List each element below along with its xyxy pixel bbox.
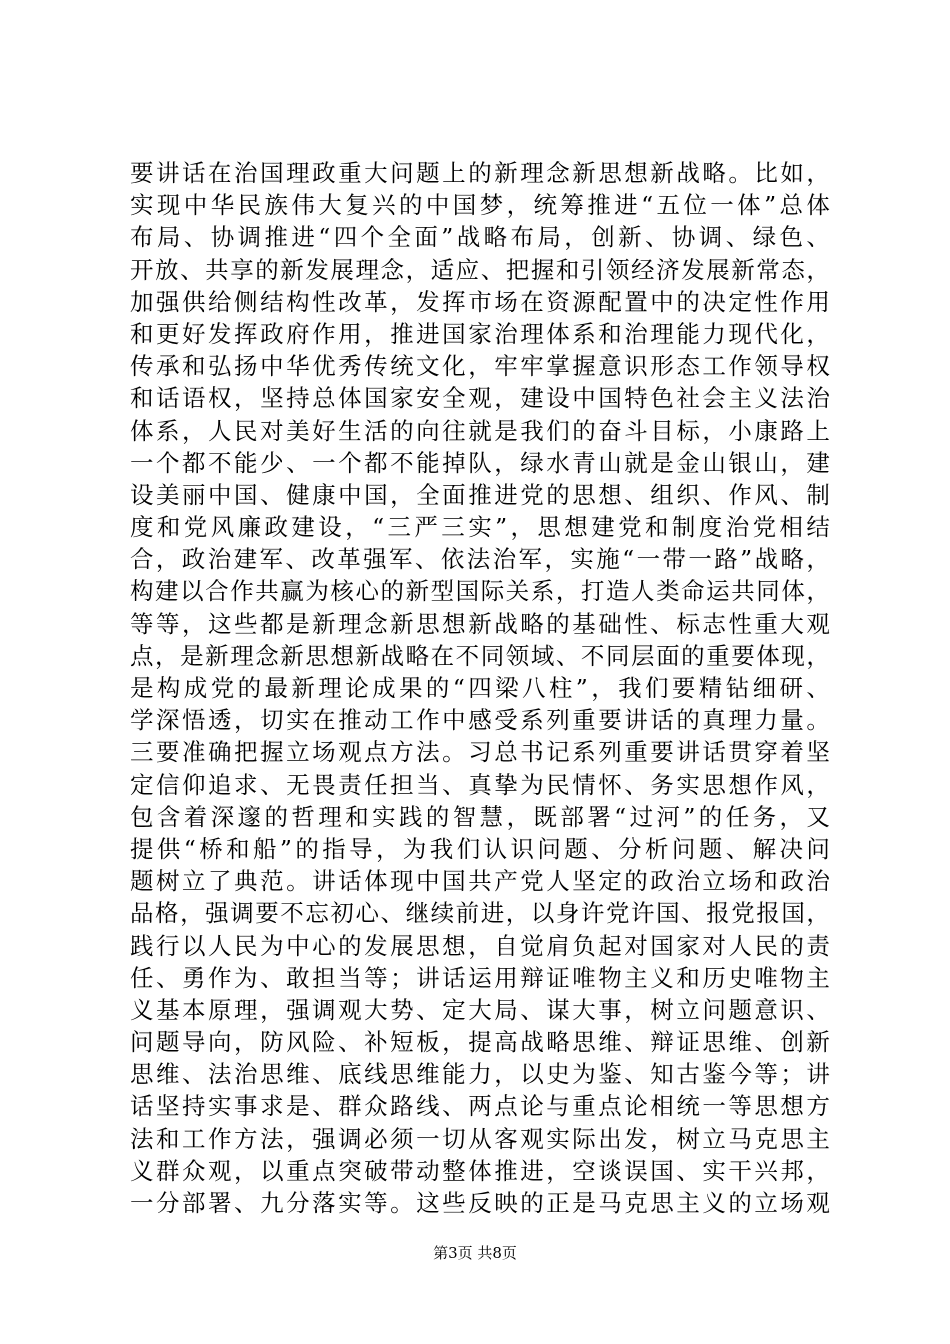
text-line: 一分部署、九分落实等。这些反映的正是马克思主义的立场观 <box>130 1189 830 1217</box>
text-line: 思维、法治思维、底线思维能力，以史为鉴、知古鉴今等；讲 <box>130 1060 830 1089</box>
text-line: 要讲话在治国理政重大问题上的新理念新思想新战略。比如， <box>130 159 830 187</box>
text-line: 品格，强调要不忘初心、继续前进，以身许党许国、报党报国， <box>130 899 830 928</box>
text-line: 包含着深邃的哲理和实践的智慧，既部署“过河”的任务，又 <box>130 802 830 831</box>
text-line: 是构成党的最新理论成果的“四梁八柱”，我们要精钻细研、 <box>130 674 830 702</box>
text-line: 三要准确把握立场观点方法。习总书记系列重要讲话贯穿着坚 <box>130 738 830 767</box>
text-line: 体系，人民对美好生活的向往就是我们的奋斗目标，小康路上 <box>130 416 830 445</box>
text-line: 法和工作方法，强调必须一切从客观实际出发，树立马克思主 <box>130 1124 830 1153</box>
text-line: 点，是新理念新思想新战略在不同领域、不同层面的重要体现， <box>130 641 830 670</box>
text-line: 设美丽中国、健康中国，全面推进党的思想、组织、作风、制 <box>130 480 830 509</box>
text-line: 开放、共享的新发展理念，适应、把握和引领经济发展新常态， <box>130 255 830 284</box>
text-line: 传承和弘扬中华优秀传统文化，牢牢掌握意识形态工作领导权 <box>130 352 830 381</box>
text-line: 任、勇作为、敢担当等；讲话运用辩证唯物主义和历史唯物主 <box>130 963 830 992</box>
text-line: 加强供给侧结构性改革，发挥市场在资源配置中的决定性作用 <box>130 287 830 316</box>
text-line: 义基本原理，强调观大势、定大局、谋大事，树立问题意识、 <box>130 995 830 1024</box>
text-line: 学深悟透，切实在推动工作中感受系列重要讲话的真理力量。 <box>130 706 830 735</box>
text-line: 提供“桥和船”的指导，为我们认识问题、分析问题、解决问 <box>130 834 830 863</box>
body-text <box>130 157 830 1219</box>
text-line: 等等，这些都是新理念新思想新战略的基础性、标志性重大观 <box>130 609 830 638</box>
text-line: 践行以人民为中心的发展思想，自觉肩负起对国家对人民的责 <box>130 931 830 960</box>
text-line: 和话语权，坚持总体国家安全观，建设中国特色社会主义法治 <box>130 384 830 413</box>
page-footer: 第3页 共8页 <box>433 1244 517 1262</box>
text-line: 实现中华民族伟大复兴的中国梦，统筹推进“五位一体”总体 <box>130 191 830 220</box>
text-line: 义群众观，以重点突破带动整体推进，空谈误国、实干兴邦， <box>130 1156 830 1185</box>
text-line: 合，政治建军、改革强军、依法治军，实施“一带一路”战略， <box>130 545 830 574</box>
text-line: 话坚持实事求是、群众路线、两点论与重点论相统一等思想方 <box>130 1092 830 1121</box>
text-line: 一个都不能少、一个都不能掉队，绿水青山就是金山银山，建 <box>130 448 830 477</box>
text-line: 题树立了典范。讲话体现中国共产党人坚定的政治立场和政治 <box>130 867 830 896</box>
text-line: 布局、协调推进“四个全面”战略布局，创新、协调、绿色、 <box>130 223 830 252</box>
text-line: 定信仰追求、无畏责任担当、真挚为民情怀、务实思想作风， <box>130 770 830 799</box>
text-line: 构建以合作共赢为核心的新型国际关系，打造人类命运共同体， <box>130 577 830 606</box>
text-line: 度和党风廉政建设，“三严三实”，思想建党和制度治党相结 <box>130 513 830 542</box>
text-line: 问题导向，防风险、补短板，提高战略思维、辩证思维、创新 <box>130 1028 830 1057</box>
text-line: 和更好发挥政府作用，推进国家治理体系和治理能力现代化， <box>130 319 830 348</box>
